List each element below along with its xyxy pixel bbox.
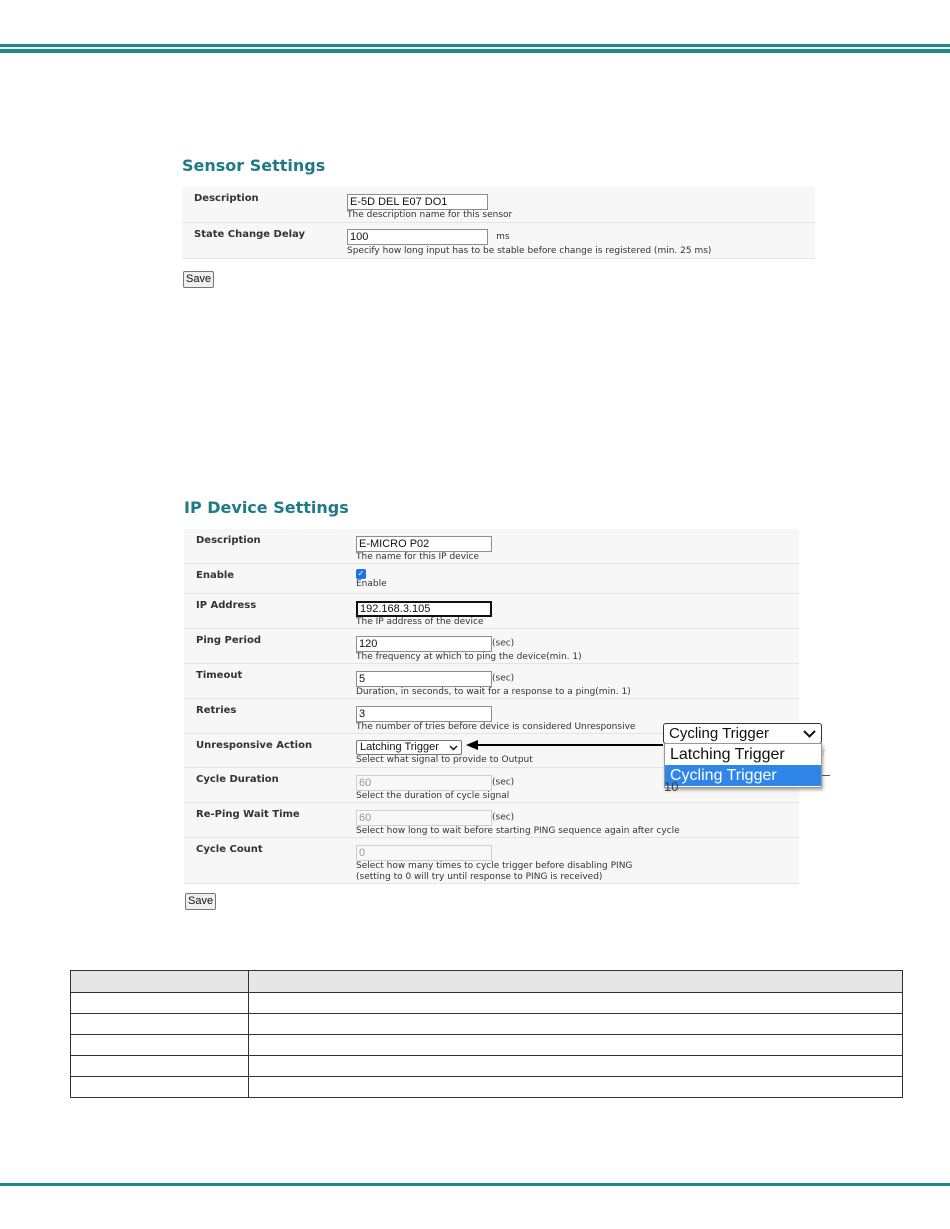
help-text: Select how long to wait before starting PING sequence again after cycle xyxy=(356,826,680,836)
field-label: IP Address xyxy=(184,594,356,629)
field-label: Description xyxy=(184,529,356,564)
help-text: Select the duration of cycle signal xyxy=(356,791,510,801)
unit-label: (sec) xyxy=(492,673,515,684)
empty-reference-table xyxy=(70,970,903,1098)
ip-address-input[interactable]: 192.168.3.105 xyxy=(356,601,492,617)
field-label: Ping Period xyxy=(184,629,356,664)
ping-period-input[interactable]: 120 xyxy=(356,636,492,652)
help-text: Enable xyxy=(356,579,387,589)
dropdown-option-latching[interactable]: Latching Trigger xyxy=(670,746,785,763)
sensor-description-input[interactable]: E-5D DEL E07 DO1 xyxy=(347,194,488,210)
table-row xyxy=(71,1056,903,1077)
table-cell xyxy=(249,1035,903,1056)
ip-row-enable xyxy=(184,564,799,594)
help-text: Specify how long input has to be stable before change is registered (min. 25 ms) xyxy=(347,245,712,256)
help-text: The frequency at which to ping the device(min. 1) xyxy=(356,652,582,662)
table-cell xyxy=(71,1035,249,1056)
field-label: Retries xyxy=(184,699,356,734)
unit-label: (sec) xyxy=(492,812,515,823)
table-cell xyxy=(249,1014,903,1035)
table-row xyxy=(71,993,903,1014)
field-label: Re-Ping Wait Time xyxy=(184,803,356,838)
reping-wait-input: 60 xyxy=(356,810,492,826)
unresponsive-action-select[interactable] xyxy=(356,740,462,755)
ip-device-settings-title: IP Device Settings xyxy=(184,498,349,517)
table-header-cell xyxy=(71,971,249,993)
select-value: Latching Trigger xyxy=(360,741,439,753)
table-cell xyxy=(249,1056,903,1077)
dropdown-callout-list xyxy=(664,743,822,788)
sensor-row-description xyxy=(182,187,815,222)
field-label: Enable xyxy=(184,564,356,594)
ip-device-save-button[interactable]: Save xyxy=(185,893,216,910)
unit-label: (sec) xyxy=(492,777,515,788)
table-cell xyxy=(71,1077,249,1098)
ip-row-timeout xyxy=(184,664,799,699)
callout-arrow-icon xyxy=(466,738,664,752)
field-label: Cycle Count xyxy=(184,838,356,884)
callout-background-line xyxy=(822,775,830,776)
sensor-settings-title: Sensor Settings xyxy=(182,156,326,175)
header-rule-bottom xyxy=(0,49,950,53)
table-cell xyxy=(71,1056,249,1077)
callout-background-fragment: 10 xyxy=(664,779,679,794)
ip-row-cycle-count xyxy=(184,838,799,884)
dropdown-callout-select[interactable] xyxy=(663,723,822,744)
field-label: Timeout xyxy=(184,664,356,699)
callout-background-fragment: r xyxy=(822,745,826,759)
sensor-row-state-change-delay xyxy=(182,222,815,258)
table-header-cell xyxy=(249,971,903,993)
ip-row-ping-period xyxy=(184,629,799,664)
ip-row-reping-wait xyxy=(184,803,799,838)
sensor-save-button[interactable]: Save xyxy=(183,271,214,288)
field-label: State Change Delay xyxy=(182,222,347,258)
ip-row-description xyxy=(184,529,799,564)
field-label: Unresponsive Action xyxy=(184,734,356,768)
dropdown-selected-value: Cycling Trigger xyxy=(669,725,770,742)
field-label: Cycle Duration xyxy=(184,768,356,803)
state-change-delay-input[interactable]: 100 xyxy=(347,229,488,245)
cycle-duration-input: 60 xyxy=(356,775,492,791)
table-cell xyxy=(71,1014,249,1035)
cycle-count-input: 0 xyxy=(356,845,492,861)
help-text: The number of tries before device is considered Unresponsive xyxy=(356,722,636,732)
ip-row-ip-address xyxy=(184,594,799,629)
table-row xyxy=(71,1077,903,1098)
dropdown-option-cycling[interactable]: Cycling Trigger xyxy=(665,765,821,786)
table-row xyxy=(71,1035,903,1056)
field-label: Description xyxy=(182,187,347,222)
ip-device-settings-table xyxy=(184,529,799,884)
header-rule-top xyxy=(0,44,950,47)
chevron-down-icon xyxy=(803,730,816,738)
help-text: The name for this IP device xyxy=(356,552,480,562)
sensor-settings-table xyxy=(182,187,815,259)
table-header-row xyxy=(71,971,903,993)
chevron-down-icon xyxy=(449,745,458,751)
enable-checkbox[interactable]: ✓ xyxy=(357,569,365,578)
timeout-input[interactable]: 5 xyxy=(356,671,492,687)
footer-rule xyxy=(0,1183,950,1186)
table-cell xyxy=(71,993,249,1014)
retries-input[interactable]: 3 xyxy=(356,706,492,722)
help-text: Duration, in seconds, to wait for a response to a ping(min. 1) xyxy=(356,687,631,697)
table-cell xyxy=(249,1077,903,1098)
ip-description-input[interactable]: E-MICRO P02 xyxy=(356,536,492,552)
table-row xyxy=(71,1014,903,1035)
unit-label: (sec) xyxy=(492,638,515,649)
help-text: Select what signal to provide to Output xyxy=(356,755,533,765)
unit-label: ms xyxy=(496,232,510,242)
help-text: The IP address of the device xyxy=(356,617,484,627)
table-cell xyxy=(249,993,903,1014)
help-text: Select how many times to cycle trigger before disabling PING xyxy=(356,861,633,871)
help-text: The description name for this sensor xyxy=(347,210,513,220)
help-text: (setting to 0 will try until response to PING is received) xyxy=(356,872,603,882)
